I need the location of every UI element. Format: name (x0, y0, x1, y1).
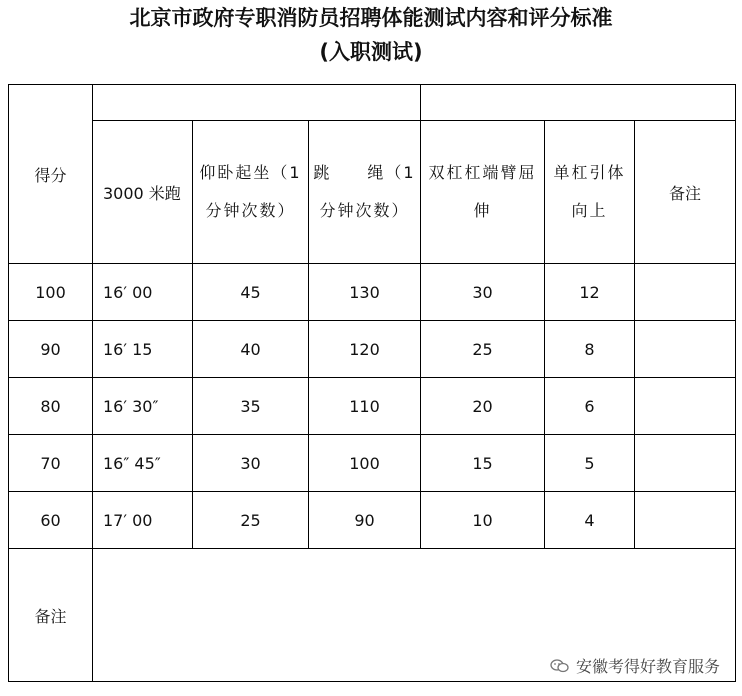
cell-run: 17′ 00 (93, 492, 193, 549)
table-row (9, 492, 736, 549)
cell-dips: 30 (421, 264, 545, 321)
table-top-row (9, 85, 736, 121)
cell-note (635, 321, 736, 378)
cell-rope: 120 (309, 321, 421, 378)
header-situps: 仰卧起坐（1分钟次数） (193, 121, 309, 264)
cell-pullups: 4 (545, 492, 635, 549)
table-row (9, 378, 736, 435)
cell-score: 100 (9, 264, 93, 321)
header-pull-ups: 单杠引体向上 (545, 121, 635, 264)
table-row (9, 264, 736, 321)
score-header: 得分 (9, 85, 93, 264)
cell-situps: 25 (193, 492, 309, 549)
cell-situps: 30 (193, 435, 309, 492)
cell-rope: 130 (309, 264, 421, 321)
cell-dips: 10 (421, 492, 545, 549)
cell-score: 60 (9, 492, 93, 549)
cell-note (635, 435, 736, 492)
cell-pullups: 12 (545, 264, 635, 321)
cell-situps: 35 (193, 378, 309, 435)
cell-situps: 45 (193, 264, 309, 321)
blank-header-group-1 (93, 85, 421, 121)
cell-dips: 15 (421, 435, 545, 492)
cell-score: 90 (9, 321, 93, 378)
scoring-table (8, 84, 736, 682)
cell-rope: 90 (309, 492, 421, 549)
cell-dips: 20 (421, 378, 545, 435)
wechat-icon (550, 659, 570, 673)
cell-run: 16′ 30″ (93, 378, 193, 435)
cell-pullups: 5 (545, 435, 635, 492)
column-header-row (9, 121, 736, 264)
cell-note (635, 264, 736, 321)
cell-run: 16′ 15 (93, 321, 193, 378)
cell-pullups: 8 (545, 321, 635, 378)
watermark (550, 654, 720, 677)
cell-pullups: 6 (545, 378, 635, 435)
cell-note (635, 492, 736, 549)
cell-score: 70 (9, 435, 93, 492)
header-3000m-run: 3000 米跑 (93, 121, 193, 264)
cell-dips: 25 (421, 321, 545, 378)
table-row (9, 435, 736, 492)
table-row (9, 321, 736, 378)
remarks-label: 备注 (9, 549, 93, 682)
page-subtitle: (入职测试) (319, 40, 423, 64)
cell-rope: 110 (309, 378, 421, 435)
cell-run: 16″ 45″ (93, 435, 193, 492)
cell-note (635, 378, 736, 435)
cell-run: 16′ 00 (93, 264, 193, 321)
header-jump-rope: 跳 绳（1分钟次数） (309, 121, 421, 264)
cell-score: 80 (9, 378, 93, 435)
cell-rope: 100 (309, 435, 421, 492)
cell-situps: 40 (193, 321, 309, 378)
header-remarks: 备注 (635, 121, 736, 264)
watermark-text: 安徽考得好教育服务 (575, 657, 720, 676)
header-parallel-bar-dips: 双杠杠端臂屈伸 (421, 121, 545, 264)
blank-header-group-2 (421, 85, 736, 121)
page-title: 北京市政府专职消防员招聘体能测试内容和评分标准 (129, 6, 613, 30)
